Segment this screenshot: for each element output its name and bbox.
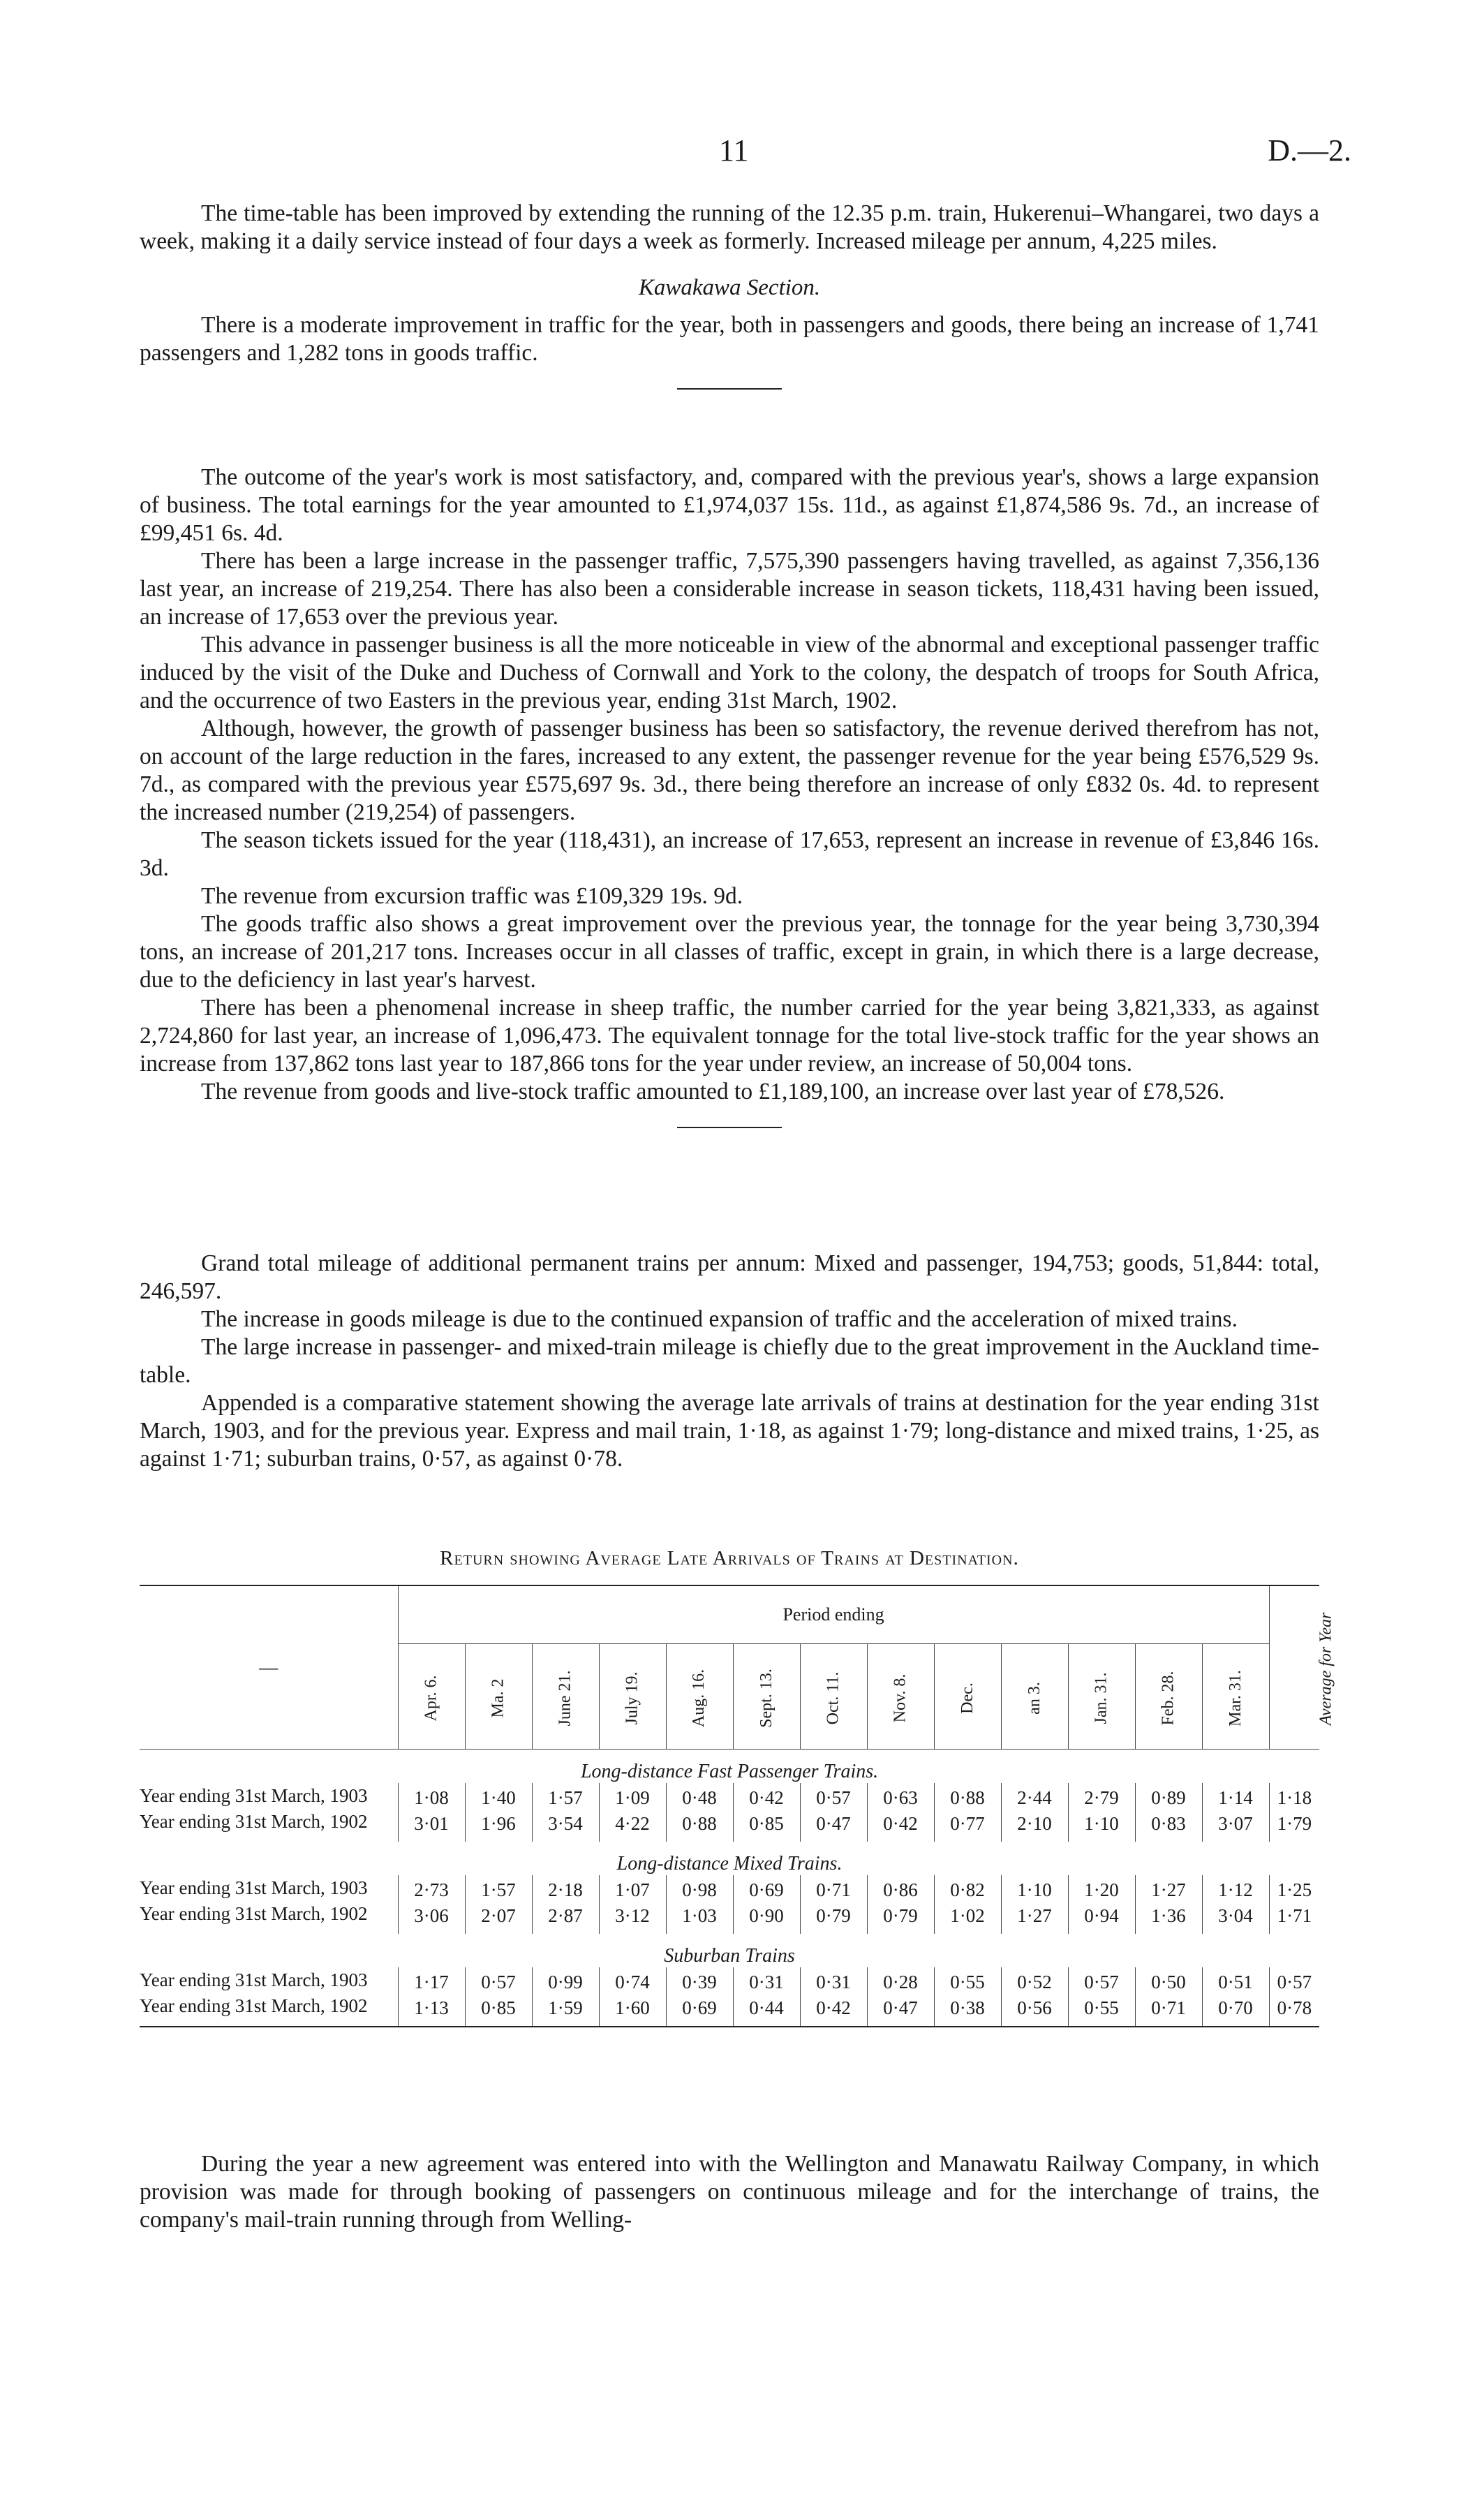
table-cell: 0·89 <box>1135 1783 1202 1809</box>
paragraph: Appended is a comparative statement showing the average late arrivals of trains at destination for the year ending 31st March, 1903, and for the previous year. Express and mail train, 1·18, as against 1·79; long-distance and mixed trains, 1·25, as against 1·71; suburban trains, 0·57, as against 0·78. <box>140 1390 1319 1472</box>
table-cell: 1·08 <box>398 1783 465 1809</box>
table-cell: 1·10 <box>1001 1875 1068 1901</box>
row-label: Year ending 31st March, 1903 <box>140 1785 368 1806</box>
table-cell: 0·85 <box>733 1809 800 1842</box>
paragraph: There has been a phenomenal increase in sheep traffic, the number carried for the year being 3,821,333, as against 2,724,860 for last year, an increase of 1,096,473. The equivalent tonnage for the total live-stock traffic for the year shows an increase from 137,862 tons last year to 187,866 tons for the year under review, an increase of 50,004 tons. <box>140 995 1319 1077</box>
paragraph: During the year a new agreement was entered into with the Wellington and Manawatu Railway Company, in which provision was made for through booking of passengers on continuous mileage and for the interchange of trains, the company's mail-train running through from Welling- <box>140 2151 1319 2233</box>
table-cell: 0·42 <box>733 1783 800 1809</box>
average-header: Average for Year <box>1269 1585 1319 1750</box>
paragraph: This advance in passenger business is all the more noticeable in view of the abnormal and exceptional passenger traffic induced by the visit of the Duke and Duchess of Cornwall and York to the colony, the despatch of troops for South Africa, and the occurrence of two Easters in the previous year, ending 31st March, 1902. <box>140 632 1319 713</box>
closing-section <box>140 2150 1319 2234</box>
table-cell: 2·44 <box>1001 1783 1068 1809</box>
period-header: Period ending <box>398 1585 1269 1644</box>
document-reference: D.—2. <box>1268 133 1351 168</box>
table-cell: 0·88 <box>934 1783 1001 1809</box>
row-label: Year ending 31st March, 1902 <box>140 1811 368 1832</box>
table-cell: 0·77 <box>934 1809 1001 1842</box>
table-cell: 0·56 <box>1001 1993 1068 2027</box>
table-cell: 1·96 <box>465 1809 532 1842</box>
table-cell: 0·51 <box>1202 1967 1269 1993</box>
month-header: July 19. <box>599 1644 666 1750</box>
table-corner: — <box>140 1585 398 1750</box>
table-cell: 3·01 <box>398 1809 465 1842</box>
table-cell: 0·31 <box>800 1967 867 1993</box>
table-cell: 0·83 <box>1135 1809 1202 1842</box>
table-row <box>140 1901 1319 1934</box>
row-label: Year ending 31st March, 1903 <box>140 1877 368 1898</box>
mileage-section <box>140 1250 1319 1473</box>
table-cell: 0·31 <box>733 1967 800 1993</box>
table-cell: 1·10 <box>1068 1809 1135 1842</box>
section-title-row <box>140 1750 1319 1784</box>
table-cell: 0·85 <box>465 1993 532 2027</box>
page-header <box>0 133 1484 175</box>
table-cell: 0·42 <box>800 1993 867 2027</box>
table-cell: 0·55 <box>1068 1993 1135 2027</box>
section-heading: Kawakawa Section. <box>638 275 821 300</box>
table-row <box>140 1783 1319 1809</box>
table-cell: 3·54 <box>532 1809 599 1842</box>
average-cell: 1·25 <box>1269 1875 1319 1901</box>
section-title: Suburban Trains <box>664 1945 795 1967</box>
month-header: Jan. 31. <box>1068 1644 1135 1750</box>
month-header: Feb. 28. <box>1135 1644 1202 1750</box>
month-header: Sept. 13. <box>733 1644 800 1750</box>
late-arrivals-table <box>140 1585 1335 2027</box>
table-cell: 0·44 <box>733 1993 800 2027</box>
table-cell: 1·57 <box>465 1875 532 1901</box>
table-cell: 0·48 <box>666 1783 733 1809</box>
table-cell: 0·88 <box>666 1809 733 1842</box>
paragraph: The large increase in passenger- and mixed-train mileage is chiefly due to the great improvement in the Auckland time-table. <box>140 1334 1319 1388</box>
table-cell: 1·59 <box>532 1993 599 2027</box>
table-cell: 1·40 <box>465 1783 532 1809</box>
table-cell: 0·90 <box>733 1901 800 1934</box>
table-cell: 1·36 <box>1135 1901 1202 1934</box>
table-body <box>140 1750 1319 2027</box>
table-cell: 1·20 <box>1068 1875 1135 1901</box>
paragraph: The season tickets issued for the year (118,431), an increase of 17,653, represent an increase in revenue of £3,846 16s. 3d. <box>140 827 1319 881</box>
table-title: Return showing Average Late Arrivals of Trains at Destination. <box>440 1547 1019 1569</box>
page-number: 11 <box>719 133 749 168</box>
table-cell: 2·07 <box>465 1901 532 1934</box>
table-row <box>140 1993 1319 2027</box>
paragraph: The increase in goods mileage is due to the continued expansion of traffic and the acceleration of mixed trains. <box>201 1306 1238 1332</box>
table-cell: 1·02 <box>934 1901 1001 1934</box>
table-cell: 0·47 <box>800 1809 867 1842</box>
paragraph: There has been a large increase in the passenger traffic, 7,575,390 passengers having travelled, as against 7,356,136 last year, an increase of 219,254. There has also been a considerable increase in season tickets, 118,431 having been issued, an increase of 17,653 over the previous year. <box>140 548 1319 630</box>
section-title-row <box>140 1842 1319 1875</box>
paragraph: The revenue from excursion traffic was £109,329 19s. 9d. <box>201 883 743 909</box>
table-cell: 0·52 <box>1001 1967 1068 1993</box>
month-header: an 3. <box>1001 1644 1068 1750</box>
paragraph: Although, however, the growth of passenger business has been so satisfactory, the revenue derived therefrom has not, on account of the large reduction in the fares, increased to any extent, the passenger revenue for the year being £576,529 9s. 7d., as compared with the previous year £575,697 9s. 3d., there being therefore an increase of only £832 0s. 4d. to represent the increased number (219,254) of passengers. <box>140 716 1319 825</box>
table-cell: 0·70 <box>1202 1993 1269 2027</box>
table-cell: 0·94 <box>1068 1901 1135 1934</box>
table-cell: 1·09 <box>599 1783 666 1809</box>
section-divider <box>677 388 782 390</box>
table-cell: 3·12 <box>599 1901 666 1934</box>
table-cell: 1·27 <box>1135 1875 1202 1901</box>
month-header: Ma. 2 <box>465 1644 532 1750</box>
average-cell: 1·18 <box>1269 1783 1319 1809</box>
table-cell: 1·14 <box>1202 1783 1269 1809</box>
paragraph: The revenue from goods and live-stock traffic amounted to £1,189,100, an increase over last year of £78,526. <box>201 1079 1225 1104</box>
table-cell: 1·17 <box>398 1967 465 1993</box>
paragraph: The outcome of the year's work is most satisfactory, and, compared with the previous year's, shows a large expansion of business. The total earnings for the year amounted to £1,974,037 15s. 11d., as against £1,874,586 9s. 7d., an increase of £99,451 6s. 4d. <box>140 464 1319 546</box>
table-cell: 3·06 <box>398 1901 465 1934</box>
table-cell: 0·39 <box>666 1967 733 1993</box>
average-cell: 0·78 <box>1269 1993 1319 2027</box>
table-cell: 0·57 <box>800 1783 867 1809</box>
table-cell: 2·18 <box>532 1875 599 1901</box>
paragraph: Grand total mileage of additional permanent trains per annum: Mixed and passenger, 194,753; goods, 51,844: total, 246,597. <box>140 1250 1319 1304</box>
row-label: Year ending 31st March, 1903 <box>140 1969 368 1990</box>
average-cell: 0·57 <box>1269 1967 1319 1993</box>
table-cell: 0·38 <box>934 1993 1001 2027</box>
table-cell: 0·55 <box>934 1967 1001 1993</box>
table-cell: 1·03 <box>666 1901 733 1934</box>
table-cell: 1·07 <box>599 1875 666 1901</box>
table-cell: 0·74 <box>599 1967 666 1993</box>
table-cell: 0·99 <box>532 1967 599 1993</box>
table-cell: 2·10 <box>1001 1809 1068 1842</box>
table-cell: 0·47 <box>867 1993 934 2027</box>
section-title-row <box>140 1934 1319 1967</box>
table-cell: 1·27 <box>1001 1901 1068 1934</box>
paragraph: The goods traffic also shows a great improvement over the previous year, the tonnage for the year being 3,730,394 tons, an increase of 201,217 tons. Increases occur in all classes of traffic, except in grain, in which there is a large decrease, due to the deficiency in last year's harvest. <box>140 911 1319 993</box>
row-label: Year ending 31st March, 1902 <box>140 1993 398 2027</box>
month-header: Dec. <box>934 1644 1001 1750</box>
table-cell: 2·87 <box>532 1901 599 1934</box>
table-cell: 0·57 <box>1068 1967 1135 1993</box>
intro-section <box>140 200 1319 433</box>
table-cell: 0·98 <box>666 1875 733 1901</box>
table-cell: 1·12 <box>1202 1875 1269 1901</box>
section-divider <box>677 1127 782 1128</box>
table-cell: 0·71 <box>800 1875 867 1901</box>
table-cell: 0·63 <box>867 1783 934 1809</box>
table-cell: 0·50 <box>1135 1967 1202 1993</box>
table-row <box>140 1809 1319 1842</box>
month-header: Aug. 16. <box>666 1644 733 1750</box>
table-cell: 0·28 <box>867 1967 934 1993</box>
paragraph: The time-table has been improved by extending the running of the 12.35 p.m. train, Hukerenui–Whangarei, two days a week, making it a daily service instead of four days a week as formerly. Increased mileage per annum, 4,225 miles. <box>140 200 1319 254</box>
table-cell: 3·04 <box>1202 1901 1269 1934</box>
table-row <box>140 1967 1319 1993</box>
table-cell: 2·79 <box>1068 1783 1135 1809</box>
month-header: June 21. <box>532 1644 599 1750</box>
month-header: Mar. 31. <box>1202 1644 1269 1750</box>
outcome-section <box>140 464 1319 1171</box>
section-title: Long-distance Fast Passenger Trains. <box>580 1761 879 1782</box>
table-cell: 0·57 <box>465 1967 532 1993</box>
row-label: Year ending 31st March, 1902 <box>140 1903 368 1924</box>
month-header: Nov. 8. <box>867 1644 934 1750</box>
table-cell: 0·79 <box>800 1901 867 1934</box>
average-cell: 1·79 <box>1269 1809 1319 1842</box>
table-cell: 2·73 <box>398 1875 465 1901</box>
table-cell: 0·86 <box>867 1875 934 1901</box>
table-cell: 3·07 <box>1202 1809 1269 1842</box>
table-cell: 0·79 <box>867 1901 934 1934</box>
table-cell: 1·13 <box>398 1993 465 2027</box>
table-cell: 0·69 <box>733 1875 800 1901</box>
paragraph: There is a moderate improvement in traffic for the year, both in passengers and goods, there being an increase of 1,741 passengers and 1,282 tons in goods traffic. <box>140 312 1319 366</box>
month-header: Oct. 11. <box>800 1644 867 1750</box>
table-cell: 4·22 <box>599 1809 666 1842</box>
table-cell: 0·42 <box>867 1809 934 1842</box>
table-cell: 1·57 <box>532 1783 599 1809</box>
table-cell: 0·69 <box>666 1993 733 2027</box>
table-row <box>140 1875 1319 1901</box>
table-cell: 0·82 <box>934 1875 1001 1901</box>
table-cell: 0·71 <box>1135 1993 1202 2027</box>
month-header: Apr. 6. <box>398 1644 465 1750</box>
table-cell: 1·60 <box>599 1993 666 2027</box>
section-title: Long-distance Mixed Trains. <box>616 1853 843 1874</box>
average-cell: 1·71 <box>1269 1901 1319 1934</box>
